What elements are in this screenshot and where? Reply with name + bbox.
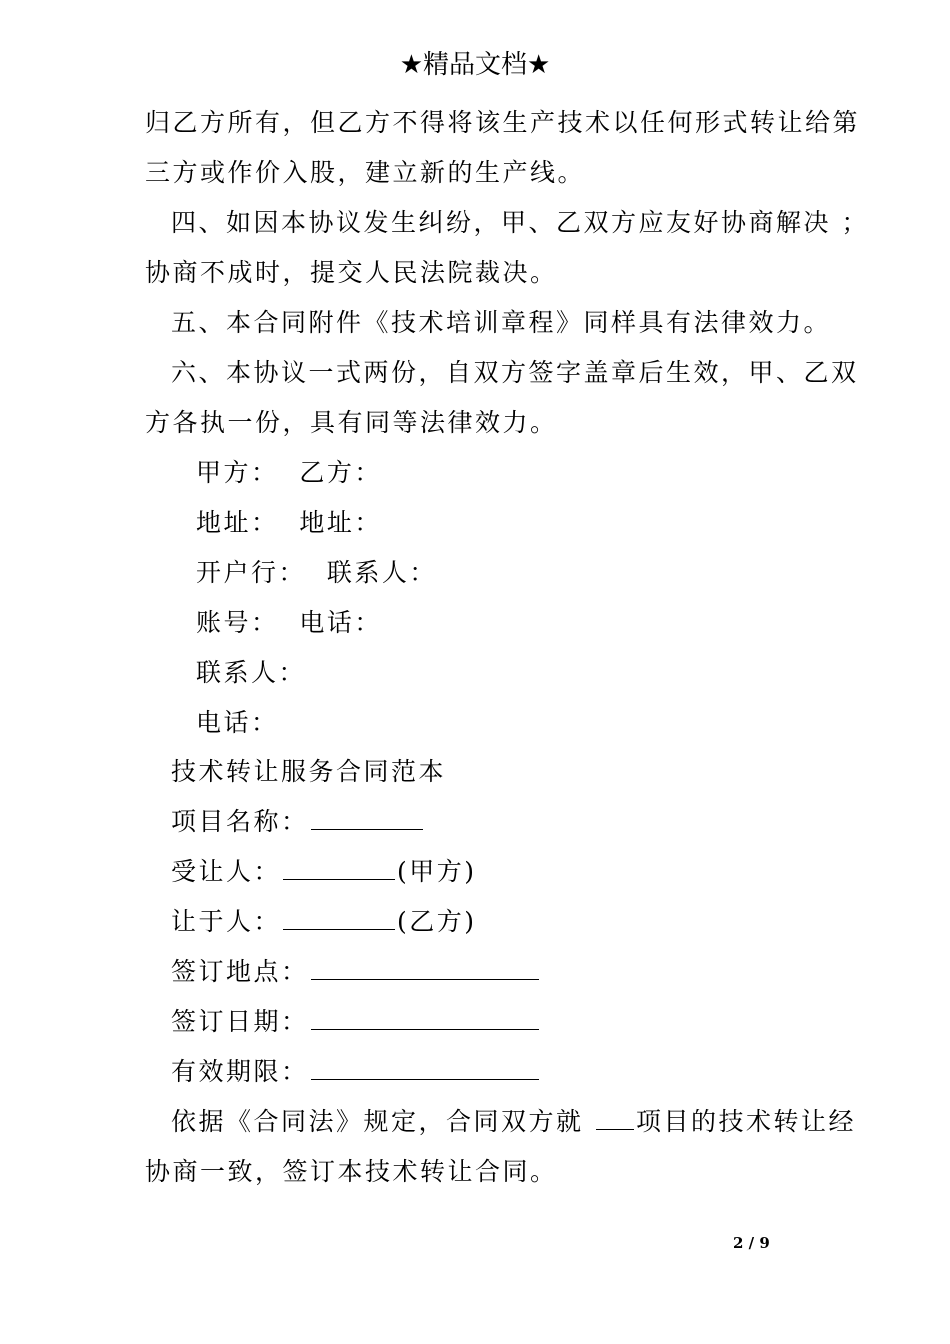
blank-line[interactable] — [596, 1105, 634, 1130]
field-label: 受让人： — [171, 857, 282, 886]
blank-line[interactable] — [283, 905, 395, 930]
blank-line[interactable] — [311, 805, 423, 830]
field-suffix: (乙方) — [397, 907, 477, 936]
blank-line[interactable] — [311, 955, 539, 980]
paragraph-line: 五、本合同附件《技术培训章程》同样具有法律效力。 — [171, 308, 832, 337]
document-header: ★精品文档★ — [399, 50, 551, 80]
signature-line: 地址： 地址： — [196, 508, 382, 537]
assignee-field — [171, 852, 477, 888]
paragraph-line: 方各执一份，具有同等法律效力。 — [145, 408, 558, 437]
field-label: 签订地点： — [171, 957, 309, 986]
paragraph-line: 三方或作价入股，建立新的生产线。 — [145, 158, 586, 187]
signing-date-field — [171, 1002, 541, 1038]
field-label: 项目名称： — [171, 807, 309, 836]
paragraph-text: 项目的技术转让经 — [635, 1107, 856, 1136]
paragraph-text: 依据《合同法》规定，合同双方就 — [171, 1107, 594, 1136]
paragraph-line: 协商一致，签订本技术转让合同。 — [145, 1157, 558, 1186]
paragraph-line — [171, 1102, 856, 1138]
signature-line: 联系人： — [196, 658, 307, 687]
blank-line[interactable] — [283, 855, 395, 880]
signature-line: 甲方： 乙方： — [196, 458, 382, 487]
project-name-field — [171, 802, 425, 838]
paragraph-line: 协商不成时，提交人民法院裁决。 — [145, 258, 558, 287]
paragraph-line: 四、如因本协议发生纠纷，甲、乙双方应友好协商解决 ； — [171, 208, 869, 237]
signature-line: 电话： — [196, 708, 279, 737]
field-label: 有效期限： — [171, 1057, 309, 1086]
paragraph-line: 归乙方所有，但乙方不得将该生产技术以任何形式转让给第 — [145, 108, 861, 137]
paragraph-line: 六、本协议一式两份，自双方签字盖章后生效，甲、乙双 — [171, 358, 859, 387]
assignor-field — [171, 902, 477, 938]
signature-line: 开户行： 联系人： — [196, 558, 437, 587]
validity-field — [171, 1052, 541, 1088]
field-suffix: (甲方) — [397, 857, 477, 886]
page-number: 2 / 9 — [733, 1234, 770, 1252]
signing-place-field — [171, 952, 541, 988]
blank-line[interactable] — [311, 1005, 539, 1030]
contract-title: 技术转让服务合同范本 — [171, 757, 447, 786]
field-label: 签订日期： — [171, 1007, 309, 1036]
signature-line: 账号： 电话： — [196, 608, 382, 637]
field-label: 让于人： — [171, 907, 282, 936]
blank-line[interactable] — [311, 1055, 539, 1080]
